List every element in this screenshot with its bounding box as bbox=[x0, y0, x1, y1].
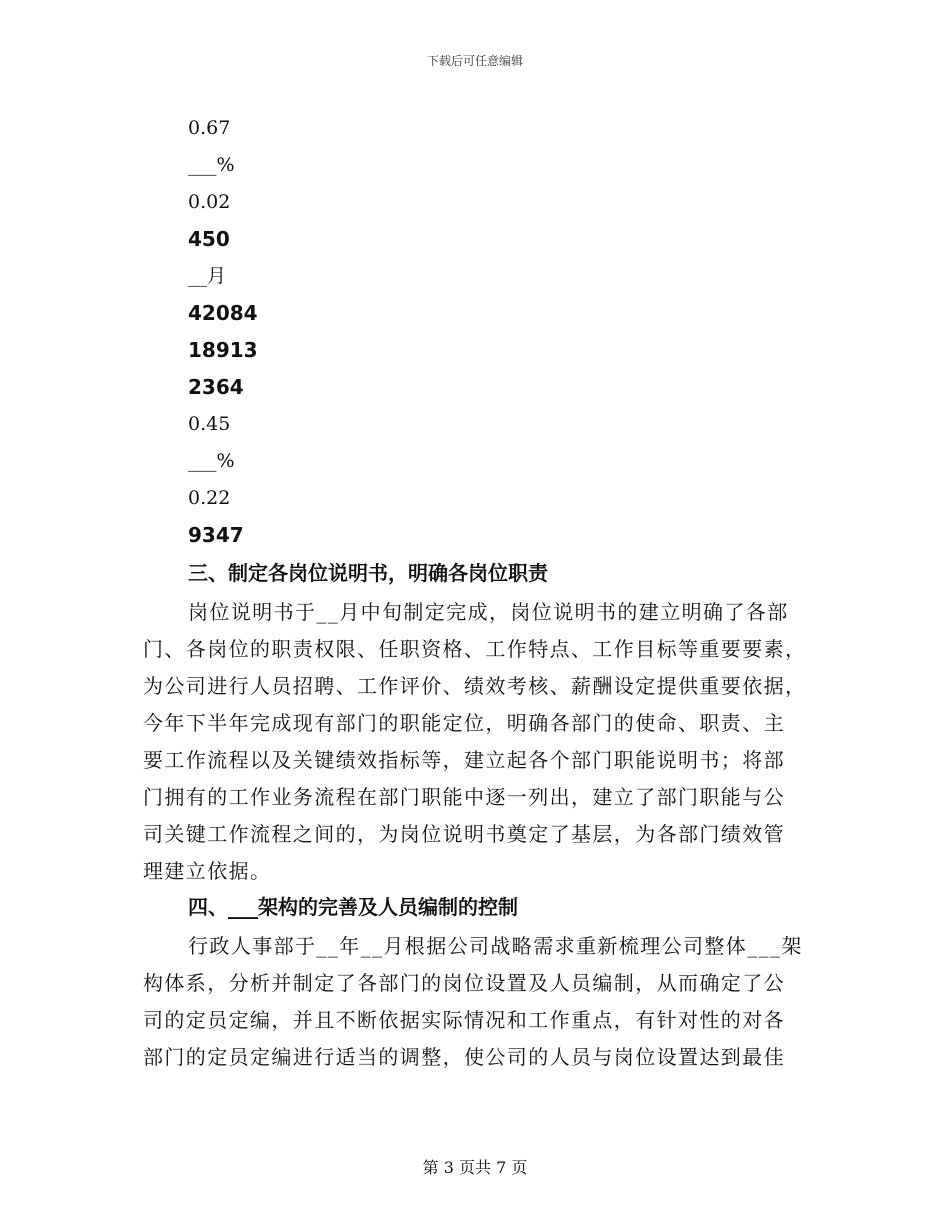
list-item: ___% bbox=[188, 154, 235, 176]
paragraph-line: 门拥有的工作业务流程在部门职能中逐一列出，建立了部门职能与公 bbox=[143, 785, 785, 809]
paragraph-line: 构体系，分析并制定了各部门的岗位设置及人员编制，从而确定了公 bbox=[143, 971, 785, 995]
paragraph-line: 行政人事部于__年__月根据公司战略需求重新梳理公司整体___架 bbox=[188, 934, 803, 958]
page-header: 下载后可任意编辑 bbox=[426, 54, 523, 68]
section-4-paragraph bbox=[143, 928, 803, 1076]
list-item: 42084 bbox=[188, 301, 258, 325]
section-3-heading: 三、制定各岗位说明书，明确各岗位职责 bbox=[188, 561, 548, 585]
list-item: 0.22 bbox=[188, 487, 231, 509]
section-3-paragraph bbox=[143, 594, 806, 890]
paragraph-line: 岗位说明书于__月中旬制定完成，岗位说明书的建立明确了各部 bbox=[188, 600, 789, 624]
paragraph-line: 司关键工作流程之间的，为岗位说明书奠定了基层，为各部门绩效管 bbox=[143, 822, 785, 846]
section-4-heading: 四、___架构的完善及人员编制的控制 bbox=[188, 895, 518, 919]
list-item: 18913 bbox=[188, 338, 258, 362]
paragraph-line: 要工作流程以及关键绩效指标等，建立起各个部门职能说明书；将部 bbox=[143, 748, 785, 772]
page-footer: 第 3 页共 7 页 bbox=[422, 1158, 528, 1177]
list-item: 450 bbox=[188, 227, 230, 251]
paragraph-line: 司的定员定编，并且不断依据实际情况和工作重点，有针对性的对各 bbox=[143, 1008, 785, 1032]
value-list bbox=[188, 110, 258, 554]
list-item: ___% bbox=[188, 450, 235, 472]
paragraph-line: 门、各岗位的职责权限、任职资格、工作特点、工作目标等重要要素， bbox=[143, 637, 807, 661]
list-item: 0.45 bbox=[188, 413, 231, 435]
paragraph-line: 今年下半年完成现有部门的职能定位，明确各部门的使命、职责、主 bbox=[143, 711, 785, 735]
list-item: __月 bbox=[188, 265, 227, 287]
list-item: 0.67 bbox=[188, 117, 231, 139]
list-item: 0.02 bbox=[188, 191, 231, 213]
paragraph-line: 为公司进行人员招聘、工作评价、绩效考核、薪酬设定提供重要依据， bbox=[143, 674, 807, 698]
paragraph-line: 理建立依据。 bbox=[143, 859, 272, 883]
list-item: 2364 bbox=[188, 375, 244, 399]
list-item: 9347 bbox=[188, 523, 244, 547]
paragraph-line: 部门的定员定编进行适当的调整，使公司的人员与岗位设置达到最佳 bbox=[143, 1045, 785, 1069]
